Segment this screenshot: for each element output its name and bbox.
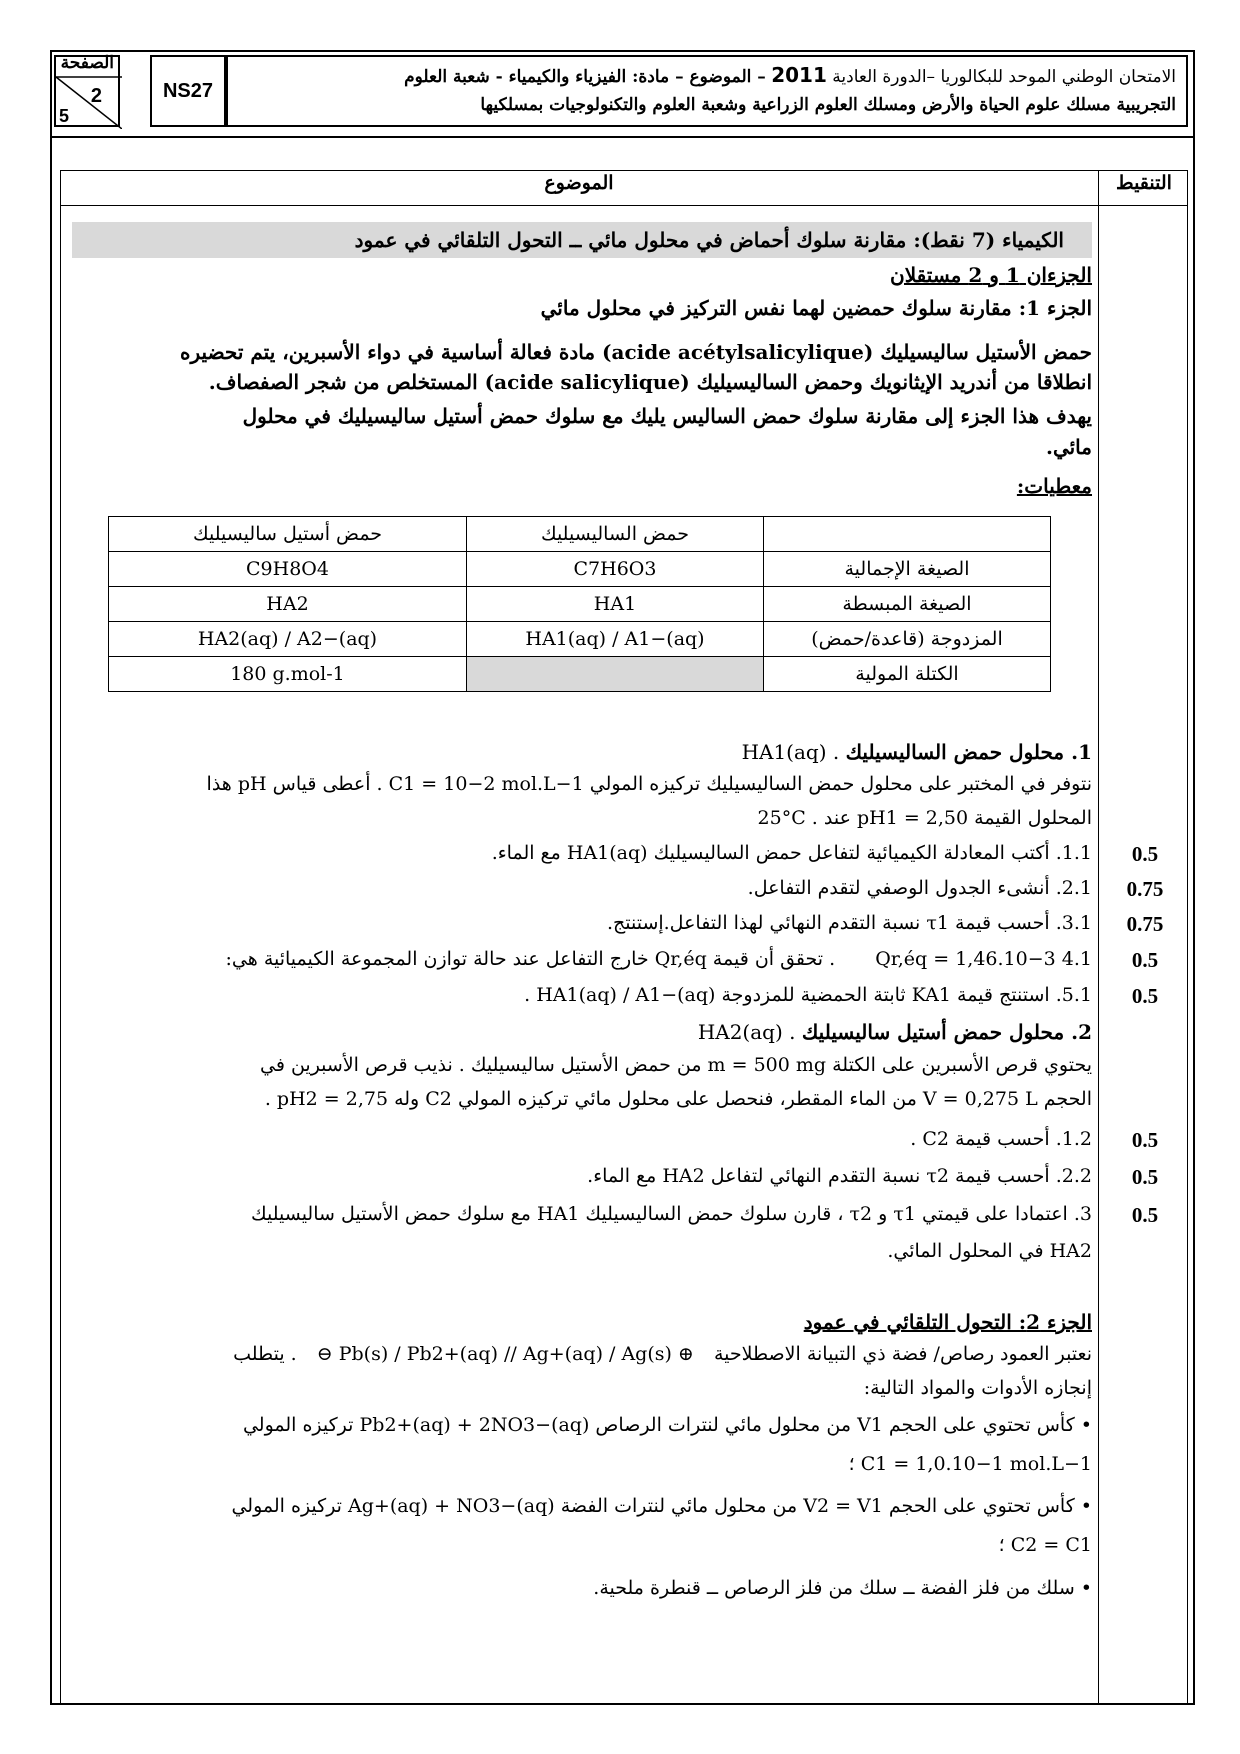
grading-column-separator: [1098, 170, 1099, 1704]
page-number-box: [54, 55, 120, 127]
section1-heading: [742, 740, 1092, 764]
score-4-1: 0.5: [1131, 948, 1159, 972]
table-row: [109, 657, 1051, 692]
table-row: [109, 587, 1051, 622]
question-2-2: 2.2. أحسب قيمة τ2 نسبة التقدم النهائي لتفاعل HA2 مع الماء.: [587, 1165, 1092, 1187]
table-cell: HA2: [109, 587, 467, 622]
part1-intro-line4: مائي.: [1045, 435, 1092, 459]
acid-data-table: [108, 516, 1051, 692]
page-label: الصفحة: [60, 53, 114, 73]
title-line1-a: الامتحان الوطني الموحد للبكالوريا –الدورة العادية: [832, 67, 1176, 87]
score-3: 0.5: [1131, 1203, 1159, 1227]
row-label: الصيغة الإجمالية: [764, 552, 1051, 587]
exam-title: [226, 55, 1188, 127]
part1-intro-line2: انطلاقا من أندريد الإيثانويك وحمض الساليسيليك (acide salicylique) المستخلص من شجر الصفصاف.: [208, 370, 1092, 394]
section2-heading: [698, 1020, 1092, 1044]
q-req-value: Qr,éq = 1,46.10−3: [875, 948, 1056, 970]
question-1-1: 1.1. أكتب المعادلة الكيميائية لتفاعل حمض الساليسيليك HA1(aq) مع الماء.: [491, 842, 1092, 864]
cell-diagram: ⊖ Pb(s) / Pb2+(aq) // Ag+(aq) / Ag(s) ⊕: [316, 1343, 694, 1365]
table-cell: [764, 517, 1051, 552]
part2-line1: [233, 1343, 1092, 1365]
section1-title: 1. محلول حمض الساليسيليك: [845, 740, 1092, 764]
bullet-1-line2: C1 = 1,0.10−1 mol.L−1 ؛: [848, 1453, 1092, 1475]
grading-header: التنقيط: [1116, 172, 1172, 194]
exam-year: 2011: [771, 63, 827, 87]
table-row: [109, 517, 1051, 552]
section1-line1: [207, 773, 1092, 795]
score-5-1: 0.5: [1131, 984, 1159, 1008]
question-5-1: 5.1. استنتج قيمة KA1 ثابتة الحمضية للمزدوجة HA1(aq) / A1−(aq) .: [524, 984, 1092, 1006]
c1-expression: C1 = 10−2 mol.L−1: [388, 773, 584, 795]
question-4-1: [226, 948, 1092, 970]
question-2-1: 2.1. أنشىء الجدول الوصفي لتقدم التفاعل.: [747, 877, 1092, 899]
score-3-1: 0.75: [1126, 912, 1164, 936]
table-cell: HA1: [467, 587, 764, 622]
subject-header: الموضوع: [544, 172, 614, 194]
table-cell: HA1(aq) / A1−(aq): [467, 622, 764, 657]
bullet-3: • سلك من فلز الفضة ــ سلك من فلز الرصاص ــ قنطرة ملحية.: [593, 1577, 1092, 1599]
exam-code: NS27: [150, 55, 226, 127]
question-3-line2: HA2 في المحلول المائي.: [887, 1240, 1092, 1262]
section2-title: 2. محلول حمض أستيل ساليسيليك: [801, 1020, 1092, 1044]
ph1-value: pH1 = 2,50: [856, 807, 969, 829]
section2-species: HA2(aq) .: [697, 1020, 796, 1044]
section1-text: نتوفر في المختبر على محلول حمض الساليسيليك تركيزه المولي: [589, 773, 1092, 795]
part1-title: الجزء 1: مقارنة سلوك حمضين لهما نفس التركيز في محلول مائي: [540, 296, 1092, 320]
section2-line1: يحتوي قرص الأسبرين على الكتلة m = 500 mg من حمض الأستيل ساليسيليك . نذيب قرص الأسبرين في: [259, 1054, 1092, 1076]
header-divider: [50, 136, 1195, 138]
part2-line2: إنجازه الأدوات والمواد التالية:: [863, 1377, 1092, 1399]
data-label: معطيات:: [1016, 474, 1092, 498]
section1-species: HA1(aq) .: [741, 740, 840, 764]
score-2-2: 0.5: [1131, 1165, 1159, 1189]
table-header-cell: حمض الساليسيليك: [467, 517, 764, 552]
row-label: المزدوجة (قاعدة/حمض): [764, 622, 1051, 657]
question-3-1: 3.1. أحسب قيمة τ1 نسبة التقدم النهائي لهذا التفاعل.إستنتج.: [606, 912, 1092, 934]
score-2-1: 0.75: [1126, 877, 1164, 901]
section1-line2: [758, 807, 1092, 829]
section1-text: . أعطى قياس pH هذا: [206, 773, 383, 795]
part1-intro-line1: حمض الأستيل ساليسيليك (acide acétylsalicylique) مادة فعالة أساسية في دواء الأسبرين، يتم تحضيره: [180, 340, 1092, 364]
score-1-1: 0.5: [1131, 842, 1159, 866]
table-row: [109, 552, 1051, 587]
temperature: 25°C .: [757, 807, 818, 829]
part2-text: نعتبر العمود رصاص/ فضة ذي التبيانة الاصطلاحية: [713, 1343, 1092, 1365]
table-cell: C7H6O3: [467, 552, 764, 587]
section1-text: المحلول القيمة: [974, 807, 1092, 829]
question-3-line1: 3. اعتمادا على قيمتي τ1 و τ2 ، قارن سلوك حمض الساليسيليك HA1 مع سلوك حمض الأستيل ساليسيليك: [250, 1203, 1092, 1225]
table-row: [109, 622, 1051, 657]
section1-text: عند: [823, 807, 851, 829]
table-header-cell: حمض أستيل ساليسيليك: [109, 517, 467, 552]
bullet-2-line1: • كأس تحتوي على الحجم V2 = V1 من محلول مائي لنترات الفضة Ag+(aq) + NO3−(aq) تركيزه المولي: [231, 1495, 1092, 1517]
chemistry-banner: الكيمياء (7 نقط): مقارنة سلوك أحماض في محلول مائي ــ التحول التلقائي في عمود: [72, 222, 1092, 258]
page-number: 2: [90, 85, 102, 107]
table-header-separator: [60, 205, 1188, 206]
question-4-1-text: 4.1. تحقق أن قيمة Qr,éq خارج التفاعل عند حالة توازن المجموعة الكيميائية هي:: [225, 948, 1092, 970]
table-cell-empty: [467, 657, 764, 692]
part2-text: . يتطلب: [233, 1343, 297, 1365]
table-cell: 180 g.mol-1: [109, 657, 467, 692]
parts-independent-note: الجزءان 1 و 2 مستقلان: [890, 263, 1092, 287]
row-label: الصيغة المبسطة: [764, 587, 1051, 622]
table-cell: C9H8O4: [109, 552, 467, 587]
question-1-2: 1.2. أحسب قيمة C2 .: [910, 1128, 1092, 1150]
row-label: الكتلة المولية: [764, 657, 1051, 692]
bullet-1-line1: • كأس تحتوي على الحجم V1 من محلول مائي لنترات الرصاص Pb2+(aq) + 2NO3−(aq) تركيزه المولي: [242, 1414, 1092, 1436]
section2-line2: الحجم V = 0,275 L من الماء المقطر، فنحصل على محلول مائي تركيزه المولي C2 وله pH2 = 2,75 .: [264, 1088, 1092, 1110]
part1-intro-line3: يهدف هذا الجزء إلى مقارنة سلوك حمض الساليس يليك مع سلوك حمض أستيل ساليسيليك في محلول: [242, 404, 1092, 428]
part2-title: الجزء 2: التحول التلقائي في عمود: [803, 1310, 1092, 1334]
score-1-2: 0.5: [1131, 1128, 1159, 1152]
bullet-2-line2: C2 = C1 ؛: [998, 1534, 1092, 1556]
title-line2: التجريبية مسلك علوم الحياة والأرض ومسلك العلوم الزراعية وشعبة العلوم والتكنولوجيات بمسلكيها: [480, 95, 1176, 115]
table-cell: HA2(aq) / A2−(aq): [109, 622, 467, 657]
page-total: 5: [59, 106, 70, 126]
title-line1-b: – الموضوع – مادة: الفيزياء والكيمياء - شعبة العلوم: [404, 67, 766, 87]
